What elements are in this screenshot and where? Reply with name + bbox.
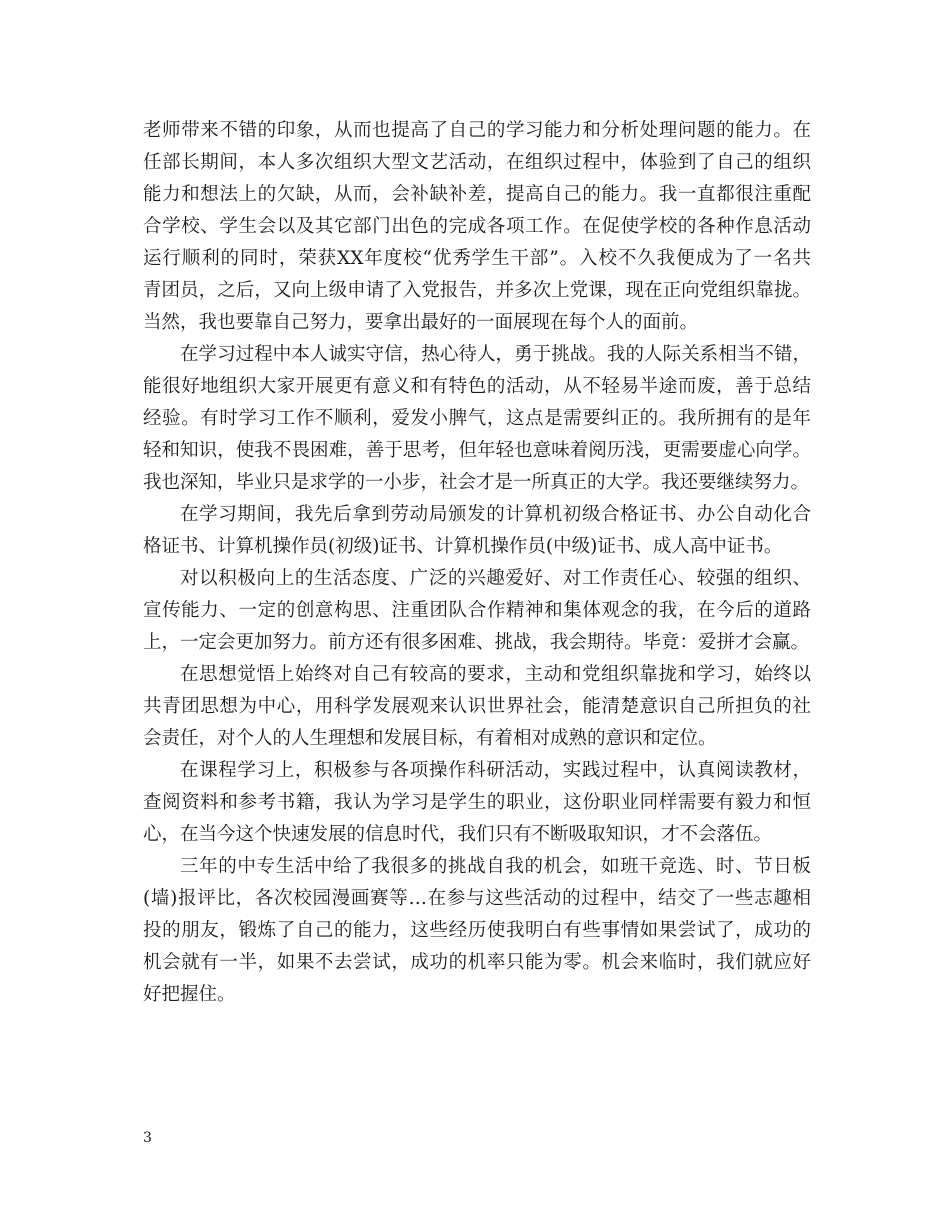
text-line: 经验。有时学习工作不顺利，爱发小脾气，这点是需要纠正的。我所拥有的是年 [143, 408, 811, 429]
text-line: 在思想觉悟上始终对自己有较高的要求，主动和党组织靠拢和学习，始终以 [180, 664, 811, 685]
text-line: 上，一定会更加努力。前方还有很多困难、挑战，我会期待。毕竟：爱拼才会赢。 [143, 632, 810, 653]
text-line: 任部长期间，本人多次组织大型文艺活动，在组织过程中，体验到了自己的组织 [143, 152, 811, 173]
text-line: 查阅资料和参考书籍，我认为学习是学生的职业，这份职业同样需要有毅力和恒 [143, 792, 811, 813]
text-line: 机会就有一半，如果不去尝试，成功的机率只能为零。机会来临时，我们就应好 [143, 952, 811, 973]
text-line: 会责任，对个人的人生理想和发展目标，有着相对成熟的意识和定位。 [143, 728, 717, 749]
paragraph [143, 659, 811, 755]
text-line: 在学习过程中本人诚实守信，热心待人，勇于挑战。我的人际关系相当不错， [180, 344, 811, 365]
paragraph [143, 115, 811, 339]
text-line: 运行顺利的同时，荣获XX年度校“优秀学生干部”。入校不久我便成为了一名共 [143, 248, 811, 269]
text-line: 三年的中专生活中给了我很多的挑战自我的机会，如班干竞选、时、节日板 [180, 856, 811, 877]
paragraph [143, 851, 811, 1011]
text-line: 当然，我也要靠自己努力，要拿出最好的一面展现在每个人的面前。 [143, 312, 699, 333]
text-line: 宣传能力、一定的创意构思、注重团队合作精神和集体观念的我，在今后的道路 [143, 600, 811, 621]
text-line: 共青团思想为中心，用科学发展观来认识世界社会，能清楚意识自己所担负的社 [143, 696, 811, 717]
text-line: (墙)报评比，各次校园漫画赛等…在参与这些活动的过程中，结交了一些志趣相 [143, 888, 811, 909]
text-line: 能很好地组织大家开展更有意义和有特色的活动，从不轻易半途而废，善于总结 [143, 376, 811, 397]
paragraph [143, 499, 811, 563]
text-line: 心，在当今这个快速发展的信息时代，我们只有不断吸取知识，才不会落伍。 [143, 824, 773, 845]
page-number: 3 [143, 1130, 152, 1146]
paragraph [143, 339, 811, 499]
text-line: 在学习期间，我先后拿到劳动局颁发的计算机初级合格证书、办公自动化合 [180, 504, 811, 525]
paragraph [143, 755, 811, 851]
text-line: 好把握住。 [143, 984, 236, 1005]
paragraph [143, 563, 811, 659]
text-line: 老师带来不错的印象，从而也提高了自己的学习能力和分析处理问题的能力。在 [143, 120, 811, 141]
text-line: 投的朋友，锻炼了自己的能力，这些经历使我明白有些事情如果尝试了，成功的 [143, 920, 811, 941]
text-line: 能力和想法上的欠缺，从而，会补缺补差，提高自己的能力。我一直都很注重配 [143, 184, 811, 205]
text-line: 青团员，之后，又向上级申请了入党报告，并多次上党课，现在正向党组织靠拢。 [143, 280, 811, 301]
text-line: 合学校、学生会以及其它部门出色的完成各项工作。在促使学校的各种作息活动 [143, 216, 811, 237]
text-line: 对以积极向上的生活态度、广泛的兴趣爱好、对工作责任心、较强的组织、 [180, 568, 811, 589]
text-line: 格证书、计算机操作员(初级)证书、计算机操作员(中级)证书、成人高中证书。 [143, 536, 783, 557]
document-body [143, 115, 811, 1011]
text-line: 轻和知识，使我不畏困难，善于思考，但年轻也意味着阅历浅，更需要虚心向学。 [143, 440, 811, 461]
text-line: 我也深知，毕业只是求学的一小步，社会才是一所真正的大学。我还要继续努力。 [143, 472, 810, 493]
text-line: 在课程学习上，积极参与各项操作科研活动，实践过程中，认真阅读教材， [180, 760, 811, 781]
